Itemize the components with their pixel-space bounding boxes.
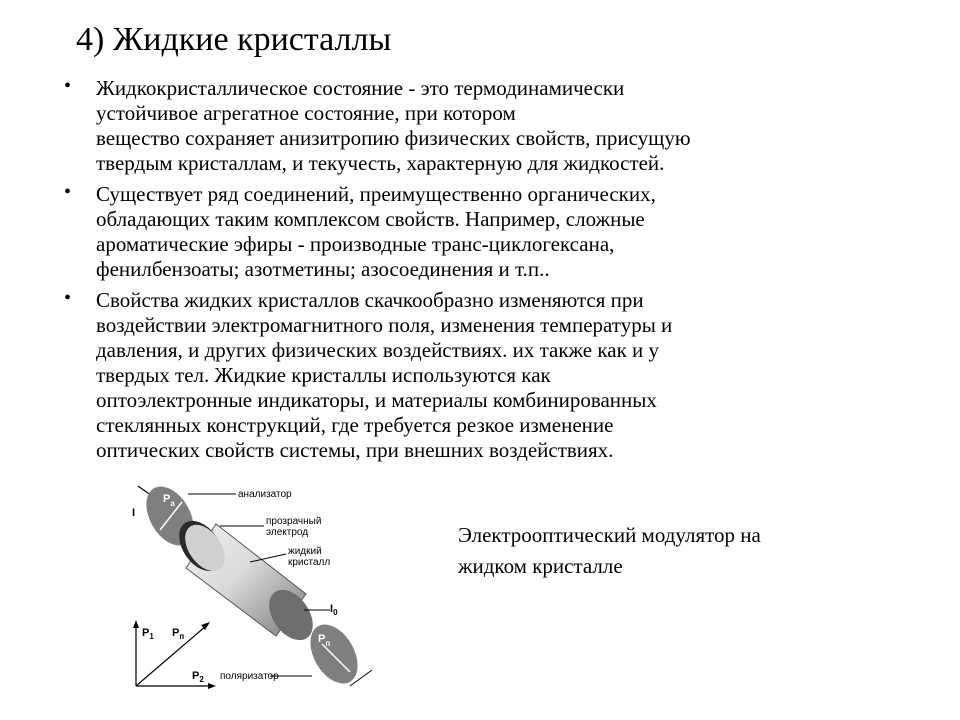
figure-caption: [458, 520, 878, 582]
caption-line: Электрооптический модулятор на: [458, 523, 761, 547]
bullet-line: ароматические эфиры - производные транс-циклогексана,: [96, 232, 615, 256]
bullet-line: твердым кристаллам, и текучесть, характерную для жидкостей.: [96, 151, 665, 175]
inset-right-arrow-icon: [208, 683, 216, 689]
bullet-line: Существует ряд соединений, преимущественно органических,: [96, 182, 656, 206]
pn-inset-symbol: $P_п$: [172, 627, 185, 641]
analyzer-label: анализатор: [238, 489, 292, 500]
modulator-diagram: [108, 476, 408, 700]
bullet-line: вещество сохраняет анизитропию физических свойств, присущую: [96, 126, 691, 150]
p1-symbol: $P_1$: [142, 627, 154, 641]
p2-symbol: $P_2$: [192, 670, 204, 684]
bullet-line: обладающих таким комплексом свойств. Например, сложные: [96, 207, 645, 231]
polarizer-symbol: $P_п$: [318, 633, 331, 648]
analyzer-symbol: $P_a$: [163, 493, 175, 508]
intensity-symbol: I: [132, 507, 136, 519]
bullet-line: Жидкокристаллическое состояние - это термодинамически: [96, 76, 625, 100]
bullet-line: стеклянных конструкций, где требуется резкое изменение: [96, 413, 614, 437]
bullet-line: давления, и других физических воздействиях. их также как и у: [96, 338, 660, 362]
bullet-item: [60, 288, 930, 463]
bullet-line: оптических свойств системы, при внешних воздействиях.: [96, 438, 614, 462]
caption-line: жидком кристалле: [458, 554, 623, 578]
intensity0-symbol: $I_0$: [330, 603, 338, 617]
bullet-line: устойчивое агрегатное состояние, при котором: [96, 101, 516, 125]
modulator-figure: [108, 476, 408, 700]
inset-up-arrow-icon: [133, 620, 139, 628]
slide-title: 4) Жидкие кристаллы: [76, 21, 392, 58]
crystal-label-2: кристалл: [288, 557, 331, 568]
bullet-item: [60, 76, 930, 176]
crystal-label-1: жидкий: [288, 546, 322, 557]
bullet-line: Свойства жидких кристаллов скачкообразно изменяются при: [96, 288, 644, 312]
bullet-dot-icon: •: [64, 287, 72, 309]
bullet-item: [60, 182, 930, 282]
electrode-label-2: электрод: [266, 527, 309, 538]
bullet-list: [60, 76, 930, 469]
bullet-dot-icon: •: [64, 181, 72, 203]
bullet-line: оптоэлектронные индикаторы, и материалы комбинированных: [96, 388, 657, 412]
electrode-label-1: прозрачный: [266, 516, 322, 527]
bullet-line: фенилбензоаты; азотметины; азосоединения и т.п..: [96, 257, 550, 281]
polarizer-label: поляризатор: [220, 671, 279, 682]
bullet-dot-icon: •: [64, 75, 72, 97]
bullet-line: твердых тел. Жидкие кристаллы используются как: [96, 363, 551, 387]
bullet-line: воздействии электромагнитного поля, изменения температуры и: [96, 313, 673, 337]
